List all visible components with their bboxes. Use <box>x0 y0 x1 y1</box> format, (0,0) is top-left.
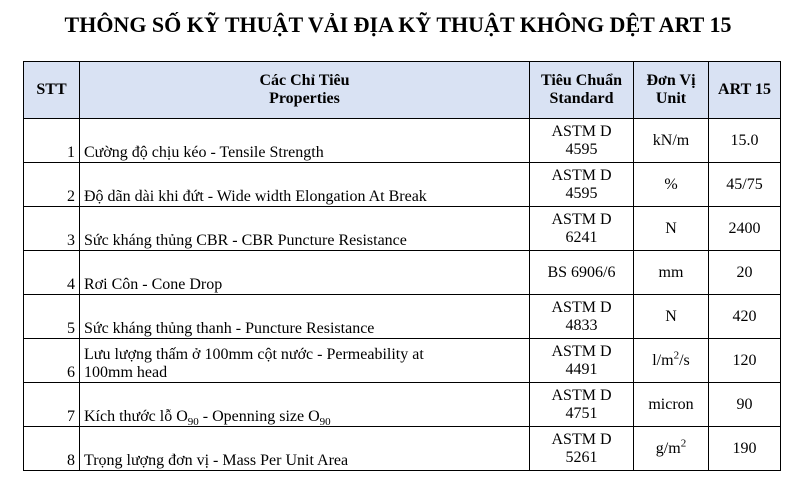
row-property: Độ dãn dài khi đứt - Wide width Elongation At Break <box>80 163 530 207</box>
table-row <box>24 163 781 207</box>
row-property: Sức kháng thủng CBR - CBR Puncture Resistance <box>80 207 530 251</box>
row-value: 90 <box>709 383 781 427</box>
row-unit: $g/m^2$ <box>634 427 709 471</box>
row-value: 420 <box>709 295 781 339</box>
row-unit: mm <box>634 251 709 295</box>
header-row <box>24 62 781 119</box>
row-unit: % <box>634 163 709 207</box>
table-row <box>24 251 781 295</box>
table-row <box>24 383 781 427</box>
row-standard: ASTM D 4595 <box>530 163 634 207</box>
row-stt: 8 <box>24 427 80 471</box>
table-row <box>24 119 781 163</box>
row-unit: N <box>634 295 709 339</box>
header-standard: Tiêu Chuẩn Standard <box>530 62 634 119</box>
row-standard: ASTM D 5261 <box>530 427 634 471</box>
row-value: 190 <box>709 427 781 471</box>
row-standard: ASTM D 4491 <box>530 339 634 383</box>
row-property: Kích thước lỗ $O_{90}$ - Openning size $O_{90}$ <box>80 383 530 427</box>
row-value: 15.0 <box>709 119 781 163</box>
row-stt: 5 <box>24 295 80 339</box>
row-stt: 6 <box>24 339 80 383</box>
row-property: Trọng lượng đơn vị - Mass Per Unit Area <box>80 427 530 471</box>
table-row <box>24 427 781 471</box>
spec-table <box>23 61 781 471</box>
table-row <box>24 295 781 339</box>
row-stt: 4 <box>24 251 80 295</box>
row-standard: BS 6906/6 <box>530 251 634 295</box>
row-standard: ASTM D 4751 <box>530 383 634 427</box>
row-standard: ASTM D 6241 <box>530 207 634 251</box>
row-stt: 1 <box>24 119 80 163</box>
row-unit: N <box>634 207 709 251</box>
header-value: ART 15 <box>709 62 781 119</box>
row-stt: 3 <box>24 207 80 251</box>
row-value: 20 <box>709 251 781 295</box>
row-stt: 7 <box>24 383 80 427</box>
header-stt: STT <box>24 62 80 119</box>
row-stt: 2 <box>24 163 80 207</box>
table-row <box>24 207 781 251</box>
row-property: Cường độ chịu kéo - Tensile Strength <box>80 119 530 163</box>
row-property: Lưu lượng thấm ở 100mm cột nước - Permeability at 100mm head <box>80 339 530 383</box>
header-properties: Các Chỉ Tiêu Properties <box>80 62 530 119</box>
row-unit: micron <box>634 383 709 427</box>
row-property: Rơi Côn - Cone Drop <box>80 251 530 295</box>
page-title: THÔNG SỐ KỸ THUẬT VẢI ĐỊA KỸ THUẬT KHÔNG DỆT ART 15 <box>64 12 732 37</box>
row-unit: $l/m^2/s$ <box>634 339 709 383</box>
table-row <box>24 339 781 383</box>
row-property: Sức kháng thủng thanh - Puncture Resistance <box>80 295 530 339</box>
row-standard: ASTM D 4833 <box>530 295 634 339</box>
header-unit: Đơn Vị Unit <box>634 62 709 119</box>
row-standard: ASTM D 4595 <box>530 119 634 163</box>
row-value: 45/75 <box>709 163 781 207</box>
row-unit: kN/m <box>634 119 709 163</box>
row-value: 120 <box>709 339 781 383</box>
row-value: 2400 <box>709 207 781 251</box>
